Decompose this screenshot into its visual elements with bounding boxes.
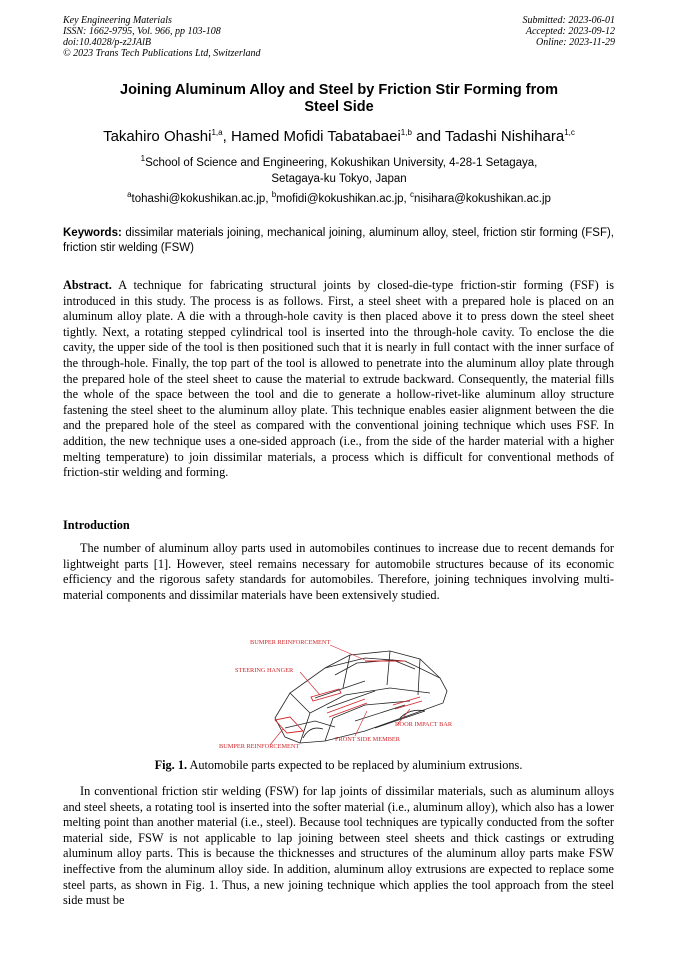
keywords-label: Keywords: [63, 227, 122, 239]
online-date: Online: 2023-11-29 [536, 37, 615, 48]
doi: doi:10.4028/p-z2JAlB [63, 37, 152, 48]
label-bumper-reinforcement-top: BUMPER REINFORCEMENT [250, 639, 331, 646]
label-steering-hanger: STEERING HANGER [235, 667, 294, 674]
label-front-side-member: FRONT SIDE MEMBER [335, 736, 400, 743]
figure-car-body [215, 633, 465, 751]
section-heading-introduction: Introduction [63, 518, 130, 532]
abstract [63, 278, 614, 481]
email-sup: c [409, 190, 414, 200]
email-sup: b [271, 190, 277, 200]
email-sup: a [127, 190, 132, 200]
car-body-drawing [215, 633, 465, 751]
affil-sup: 1 [140, 154, 146, 164]
abstract-label: Abstract. [63, 278, 112, 292]
email-link[interactable]: tohashi@kokushikan.ac.jp, [131, 193, 272, 205]
issn: ISSN: 1662-9795, Vol. 966, pp 103-108 [63, 26, 221, 37]
email-link[interactable]: mofidi@kokushikan.ac.jp, [276, 193, 410, 205]
author-3: Tadashi Nishihara [445, 128, 565, 145]
affil-line-1: School of Science and Engineering, Kokushikan University, 4-28-1 Setagaya, [145, 157, 538, 169]
copyright: © 2023 Trans Tech Publications Ltd, Switzerland [63, 48, 261, 59]
author-3-sup: 1,c [564, 128, 575, 137]
affiliation [60, 155, 618, 187]
author-sep: and [411, 128, 445, 145]
affil-line-2: Setagaya-ku Tokyo, Japan [271, 173, 407, 185]
journal-name: Key Engineering Materials [63, 15, 172, 26]
intro-paragraph-2: In conventional friction stir welding (FSW) for lap joints of dissimilar materials, such as aluminum alloys and steel sheets, a rotating tool is inserted into the softer material (i.e., aluminum alloy), which also has a lower melting point than another material (i.e., steel). Because tool techniques are typically conducted from the softer material side, FSW is not applicable to lap joining between steel sheets and thick castings or extruding aluminum alloy parts. This is because the thicknesses and structures of the aluminum alloy parts make FSW ineffective from the aluminum alloy side. In addition, aluminum alloy extrusions are expected to replace some steel parts, as shown in Fig. 1. Thus, a new joining technique which applies the tool approach from the steel side must be [63, 784, 614, 908]
keywords [63, 226, 614, 256]
journal-info [63, 15, 261, 59]
email-link[interactable]: nisihara@kokushikan.ac.jp [413, 193, 551, 205]
caption-text: Automobile parts expected to be replaced by aluminium extrusions. [187, 758, 523, 772]
author-2-sup: 1,b [400, 128, 412, 137]
author-2: Hamed Mofidi Tabatabaei [230, 128, 401, 145]
emails [60, 190, 618, 205]
caption-label: Fig. 1. [154, 758, 188, 772]
label-door-impact-bar: DOOR IMPACT BAR [395, 721, 453, 728]
authors [40, 128, 638, 145]
author-1: Takahiro Ohashi [103, 128, 212, 145]
label-bumper-reinforcement-bottom: BUMPER REINFORCEMENT [219, 743, 300, 750]
author-1-sup: 1,a [211, 128, 223, 137]
intro-paragraph-1: The number of aluminum alloy parts used in automobiles continues to increase due to recent demands for lightweight parts [1]. However, steel remains necessary for automobile structures because of its economic efficiency and the rigorous safety standards for automobiles. Therefore, joining techniques involving multi-material components and dissimilar materials have been extensively studied. [63, 541, 614, 602]
title-line-2: Steel Side [304, 99, 374, 115]
dates-info [523, 15, 616, 48]
abstract-text: A technique for fabricating structural joints by closed-die-type friction-stir forming (FSF) is introduced in this study. The process is as follows. First, a steel sheet with a prepared hole is placed on an aluminum alloy plate. A die with a through-hole cavity is then placed above it to press down the steel sheet tightly. Next, a rotating stepped cylindrical tool is inserted into the through-hole cavity. To enclose the die cavity, the upper side of the tool is then positioned such that it is nearly in full contact with the inner surface of the through-hole. Finally, the top part of the tool is allowed to penetrate into the aluminum alloy plate through the prepared hole of the steel sheet to cause the material to extrude backward. Consequently, the material fills the whole of the space between the tool and die to generate a hollow-rivet-like aluminum alloy structure fastening the steel sheet to the aluminum alloy plate. This technique enables easier alignment between the die and the prepared hole of the steel as compared with the conventional joining technique which uses FSF. In addition, the new technique uses a one-sided approach (i.e., from the side of the harder material with a higher melting temperature) to join dissimilar materials, a process which is difficult for conventional methods of friction-stir welding and forming. [63, 278, 614, 480]
keywords-text: dissimilar materials joining, mechanical joining, aluminum alloy, steel, friction stir forming (FSF), friction stir welding (FSW) [63, 227, 614, 254]
submitted-date: Submitted: 2023-06-01 [522, 15, 615, 26]
accepted-date: Accepted: 2023-09-12 [525, 26, 615, 37]
figure-caption [63, 758, 614, 773]
author-sep: , [222, 128, 231, 145]
title-line-1: Joining Aluminum Alloy and Steel by Friction Stir Forming from [120, 82, 558, 98]
paper-title [80, 82, 598, 116]
